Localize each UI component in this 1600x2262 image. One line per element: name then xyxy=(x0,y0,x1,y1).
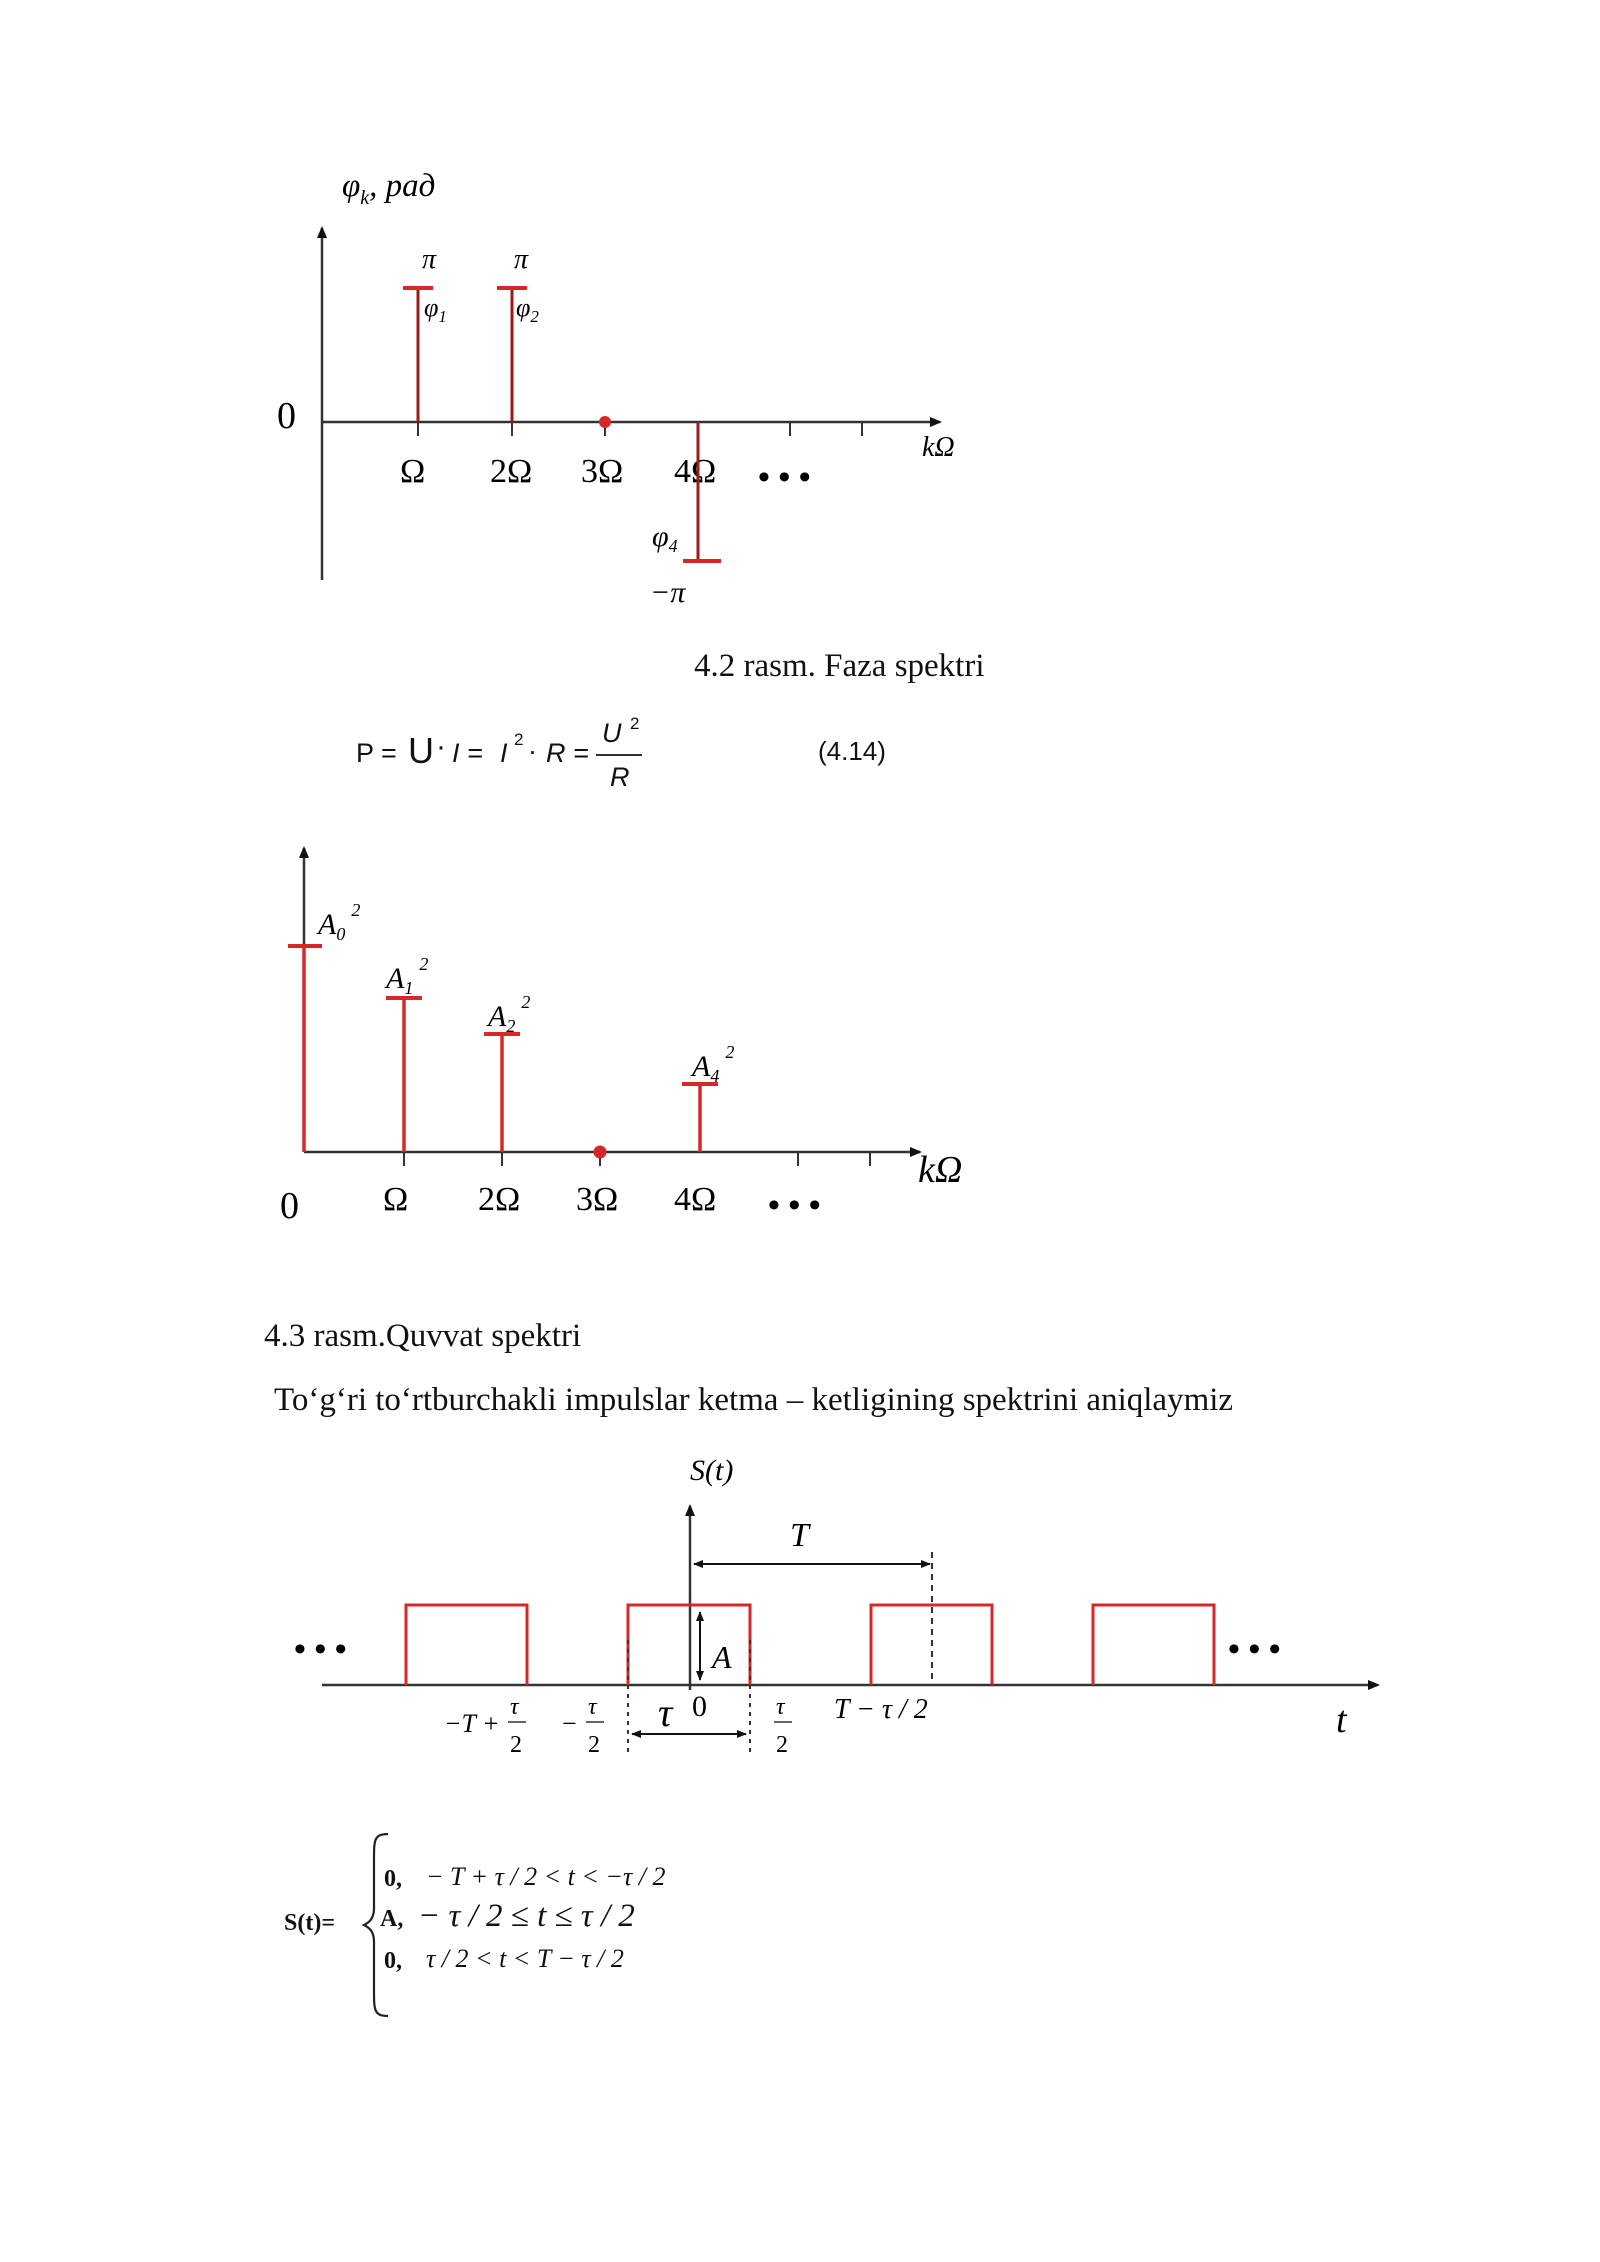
power-tick-label: 2Ω xyxy=(478,1181,521,1218)
power-a1-label: $A_1^2$ xyxy=(386,954,429,998)
mark-frac-den: 2 xyxy=(776,1732,788,1758)
phase-phi2-label: $\varphi_2$ xyxy=(516,293,539,326)
phase-tick-label: 4Ω xyxy=(674,453,717,490)
tau-label: τ xyxy=(658,1690,673,1735)
formula-denominator: R xyxy=(610,762,630,792)
piecewise-definition xyxy=(280,1830,720,2020)
piecewise-lhs: S(t)= xyxy=(284,1910,335,1936)
piecewise-row3-value: 0, xyxy=(384,1948,402,1974)
power-point-3 xyxy=(594,1146,607,1159)
phase-pi-label-1: π xyxy=(422,244,437,275)
mark-minus: − xyxy=(562,1709,577,1738)
piecewise-row1-value: 0, xyxy=(384,1866,402,1892)
phase-minus-pi-label: −π xyxy=(650,576,686,609)
piecewise-row2-condition: − τ / 2 ≤ t ≤ τ / 2 xyxy=(418,1898,635,1934)
mark-frac-den: 2 xyxy=(588,1732,600,1758)
piecewise-row3-condition: τ / 2 < t < T − τ / 2 xyxy=(426,1944,624,1973)
figure-4-3-caption: 4.3 rasm.Quvvat spektri xyxy=(264,1318,582,1354)
phase-origin-label: 0 xyxy=(277,395,296,437)
phase-phi4-label: $\varphi_4$ xyxy=(652,520,678,556)
power-tick-label: 3Ω xyxy=(576,1181,619,1218)
pulse-x-label: t xyxy=(1336,1699,1347,1741)
phase-spectrum-figure xyxy=(0,0,1600,640)
power-a2-label: $A_2^2$ xyxy=(488,992,531,1036)
phase-phi1-label: $\varphi_1$ xyxy=(424,293,447,326)
power-ellipsis: • • • xyxy=(768,1187,821,1224)
equation-number: (4.14) xyxy=(818,736,886,766)
formula-r: R = xyxy=(546,738,589,768)
figure-4-2-caption: 4.2 rasm. Faza spektri xyxy=(694,648,985,684)
pulse-y-label: S(t) xyxy=(690,1454,734,1487)
formula-i: I = xyxy=(452,738,483,768)
pulse-4 xyxy=(1093,1605,1214,1685)
pulse-train-figure xyxy=(0,1440,1600,1780)
formula-i2: I xyxy=(500,738,508,768)
pulse-1 xyxy=(406,1605,527,1685)
phase-point-3 xyxy=(599,416,611,428)
piecewise-row2-value: A, xyxy=(380,1906,404,1932)
piecewise-row1-condition: − T + τ / 2 < t < −τ / 2 xyxy=(426,1862,666,1891)
mark-frac-den: 2 xyxy=(510,1732,522,1758)
power-tick-label: Ω xyxy=(383,1181,409,1218)
phase-y-label: $\varphi_k$, рад xyxy=(342,168,436,209)
body-paragraph: To‘g‘ri to‘rtburchakli impulslar ketma – ketligining spektrini aniqlaymiz xyxy=(274,1382,1234,1418)
mark-minus-T-plus: −T + xyxy=(444,1709,500,1738)
formula-numerator-square: 2 xyxy=(630,714,640,733)
pulse-ellipsis-left: • • • xyxy=(294,1631,347,1668)
formula-dot: · xyxy=(436,730,446,763)
power-origin-label: 0 xyxy=(280,1185,299,1227)
formula-p: P = xyxy=(356,738,397,768)
pulse-ellipsis-right: • • • xyxy=(1228,1631,1281,1668)
amplitude-label: A xyxy=(712,1639,732,1675)
power-tick-label: 4Ω xyxy=(674,1181,717,1218)
power-a0-label: $A_0^2$ xyxy=(318,900,361,944)
mark-frac-num: τ xyxy=(510,1694,519,1720)
phase-tick-label: 3Ω xyxy=(581,453,624,490)
phase-tick-label: Ω xyxy=(400,453,426,490)
formula-square: 2 xyxy=(514,730,524,749)
formula-fraction-bar xyxy=(596,754,642,756)
formula-u: U xyxy=(408,730,434,771)
zero-label: 0 xyxy=(692,1690,707,1723)
phase-tick-label: 2Ω xyxy=(490,453,533,490)
formula-dot: · xyxy=(528,736,537,766)
formula-4-14 xyxy=(356,708,686,804)
phase-x-label: kΩ xyxy=(922,432,955,463)
power-x-label: kΩ xyxy=(918,1149,963,1191)
phase-ellipsis: • • • xyxy=(758,459,811,496)
phase-pi-label-2: π xyxy=(514,244,529,275)
formula-numerator: U xyxy=(602,718,622,748)
power-a4-label: $A_4^2$ xyxy=(692,1042,735,1086)
mark-T-minus-tau: T − τ / 2 xyxy=(834,1694,928,1725)
period-label: T xyxy=(790,1517,809,1554)
mark-frac-num: τ xyxy=(588,1694,597,1720)
mark-frac-num: τ xyxy=(776,1694,785,1720)
power-spectrum-figure xyxy=(0,830,1600,1250)
